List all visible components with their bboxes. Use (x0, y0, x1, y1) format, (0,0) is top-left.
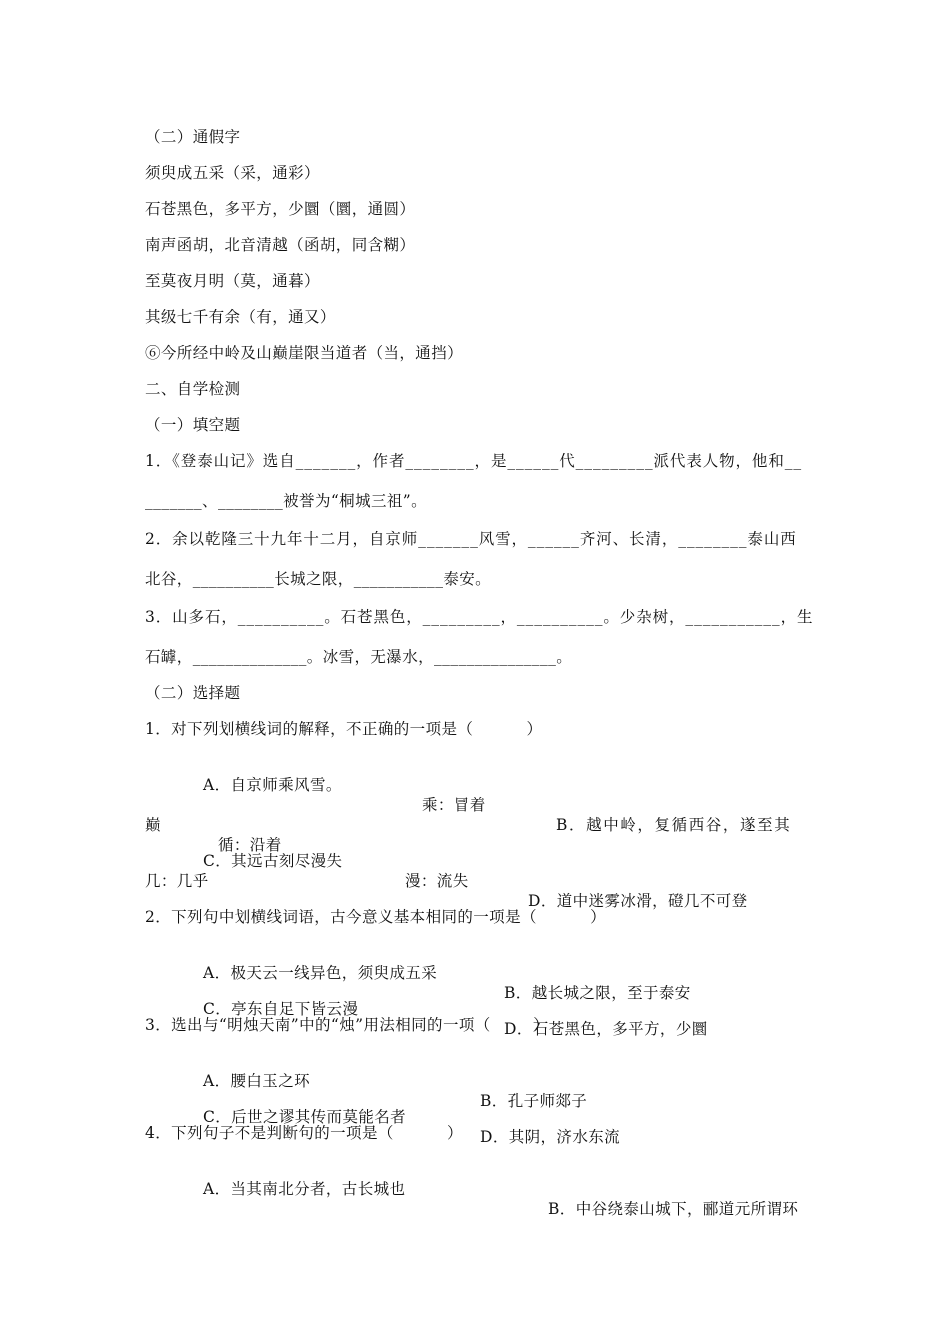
choice-q1-row-ab (0, 755, 950, 834)
fill-heading: （一）填空题 (145, 416, 241, 434)
fill-question-1: 1．《登泰山记》选自_______，作者________，是______代_________派代表人物，他和__ (145, 452, 803, 470)
option-d: D．石苍黑色，多平方，少圜 (504, 1020, 708, 1038)
tongjia-item: 南声函胡，北音清越（函胡，同含糊） (145, 236, 416, 254)
tongjia-item: 石苍黑色，多平方，少圜（圜，通圆） (145, 200, 416, 218)
choice-q2-row-ab (0, 943, 950, 1002)
fill-question-2: 2．余以乾隆三十九年十二月，自京师_______风雪，______齐河、长清，________泰山西 (145, 530, 797, 548)
tongjia-item: 至莫夜月明（莫，通暮） (145, 272, 320, 290)
option-d: D．道中迷雾冰滑，磴几不可登 (528, 892, 748, 910)
tongjia-item: ⑥今所经中岭及山巅崖限当道者（当，通挡） (145, 344, 464, 362)
choice-question-2: 2．下列句中划横线词语，古今意义基本相同的一项是（ ） (145, 908, 607, 926)
option-d: D．其阴，济水东流 (480, 1128, 621, 1146)
option-b-cont: 巅 (145, 816, 161, 834)
option-a: A．腰白玉之环 (203, 1072, 310, 1090)
tongjia-item: 须臾成五采（采，通彩） (145, 164, 320, 182)
choice-question-4: 4．下列句子不是判断句的一项是（ ） (145, 1124, 463, 1142)
option-c: C．亭东自足下皆云漫 (203, 1000, 359, 1018)
option-b-note: 循：沿着 (218, 836, 282, 854)
fill-question-1-cont: _______、________被誉为“桐城三祖”。 (145, 492, 427, 510)
section-heading-check: 二、自学检测 (145, 380, 241, 398)
option-c: C．其远古刻尽漫失 (203, 852, 343, 870)
choice-q4-row-ab (0, 1159, 950, 1218)
section-heading-tongjia: （二）通假字 (145, 128, 241, 146)
tongjia-item: 其级七千有余（有，通又） (145, 308, 336, 326)
option-b: B．孔子师郯子 (480, 1092, 588, 1110)
option-a-note: 乘：冒着 (422, 796, 486, 814)
choice-heading: （二）选择题 (145, 684, 241, 702)
choice-question-1: 1．对下列划横线词的解释，不正确的一项是（ ） (145, 720, 543, 738)
option-d-note: 几：几乎 (145, 872, 209, 890)
fill-question-3: 3．山多石，__________。石苍黑色，_________，__________。少杂树，___________，生 (145, 608, 814, 626)
option-b: B．越中岭，复循西谷，遂至其 (556, 816, 792, 834)
option-c-note: 漫：流失 (405, 872, 469, 890)
fill-question-3-cont: 石罅，______________。冰雪，无瀑水，_______________。 (145, 648, 573, 666)
fill-question-2-cont: 北谷，__________长城之限，___________泰安。 (145, 570, 492, 588)
choice-q3-row-ab (0, 1051, 950, 1110)
option-b: B．越长城之限，至于泰安 (504, 984, 691, 1002)
choice-question-3: 3．选出与“明烛天南”中的“烛”用法相同的一项（ ） (145, 1016, 550, 1034)
option-c: C．后世之谬其传而莫能名者 (203, 1108, 407, 1126)
option-a: A．自京师乘风雪。 (203, 776, 342, 794)
option-a: A．极天云一线异色，须臾成五采 (203, 964, 438, 982)
option-b: B．中谷绕泰山城下，郦道元所谓环 (548, 1200, 799, 1218)
option-a: A．当其南北分者，古长城也 (203, 1180, 406, 1198)
